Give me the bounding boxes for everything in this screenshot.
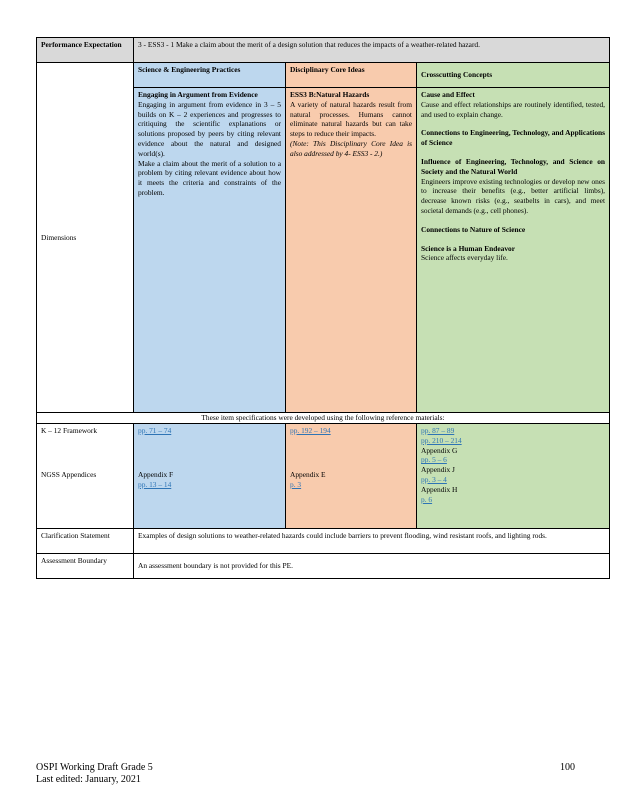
cc-framework-link-1[interactable]: pp. 87 – 89 (421, 426, 455, 435)
clarification-label: Clarification Statement (37, 529, 134, 554)
page-number: 100 (560, 762, 575, 773)
cc-references (417, 424, 610, 529)
clarification-row (37, 529, 610, 554)
appendices-label: NGSS Appendices (41, 469, 97, 479)
dci-references (286, 424, 417, 529)
sep-header: Science & Engineering Practices (134, 63, 286, 88)
cc-human-bullet: Science affects everyday life. (421, 253, 508, 263)
sep-appendix: Appendix F (138, 469, 174, 479)
dci-appendix: Appendix E (290, 469, 326, 479)
boundary-row (37, 554, 610, 579)
boundary-label: Assessment Boundary (37, 554, 134, 579)
cc-appendix-g-link[interactable]: pp. 5 – 6 (421, 455, 447, 465)
dci-header: Disciplinary Core Ideas (286, 63, 417, 88)
dci-bullet: A variety of natural hazards result from natural processes. Humans cannot eliminate natural hazards but can take steps to reduce their impacts. (290, 99, 412, 139)
dci-framework-link[interactable]: pp. 192 – 194 (290, 426, 331, 435)
references-row (37, 424, 610, 529)
cc-human-title: Science is a Human Endeavor (421, 243, 516, 253)
sep-content (134, 88, 286, 413)
footer-left (36, 762, 153, 786)
cc-appendix-j-link[interactable]: pp. 3 – 4 (421, 474, 447, 484)
cc-influence-title: Influence of Engineering, Technology, and Science on Society and the Natural World (421, 156, 606, 176)
sep-paragraph: Engaging in argument from evidence in 3 – 5 builds on K – 2 experiences and progresses to critiquing the scientific explanations or solutions proposed by peers by citing relevant evidence about the natural and designed world(s). (138, 99, 281, 158)
cc-appendix-h: Appendix H (421, 484, 458, 494)
cc-framework-link-2[interactable]: pp. 210 – 214 (421, 435, 462, 445)
sep-title: Engaging in Argument from Evidence (138, 90, 258, 99)
cc-appendix-j: Appendix J (421, 465, 455, 475)
pe-table (36, 37, 610, 579)
sep-appendix-link[interactable]: pp. 13 – 14 (138, 479, 172, 489)
clarification-text: Examples of design solutions to weather-related hazards could include barriers to prevent flooding, wind resistant roofs, and lighting rods. (134, 529, 610, 554)
boundary-text: An assessment boundary is not provided for this PE. (134, 554, 610, 579)
cc-cause-bullet: Cause and effect relationships are routinely identified, tested, and used to explain change. (421, 99, 606, 119)
pe-text: 3 - ESS3 - 1 Make a claim about the merit of a design solution that reduces the impacts of a weather-related hazard. (134, 38, 610, 63)
cc-connections-engineering: Connections to Engineering, Technology, and Applications of Science (421, 128, 606, 148)
dci-content (286, 88, 417, 413)
framework-label: K – 12 Framework (41, 426, 98, 435)
specs-note-row (37, 413, 610, 424)
cc-connections-nature: Connections to Nature of Science (421, 224, 526, 234)
cc-influence-bullet: Engineers improve existing technologies or develop new ones to increase their benefits (e.g., better artificial limbs), decrease known risks (e.g., seatbelts in cars), and meet societal demands (e.g., cell phones). (421, 176, 606, 215)
dci-title: ESS3 B:Natural Hazards (290, 90, 370, 99)
pe-row (37, 38, 610, 63)
cc-cause-title: Cause and Effect (421, 90, 475, 99)
dci-note: (Note: This Disciplinary Core Idea is also addressed by 4- ESS3 - 2.) (290, 138, 412, 158)
footer-draft-title: OSPI Working Draft Grade 5 (36, 762, 153, 773)
dci-appendix-link[interactable]: p. 3 (290, 479, 302, 489)
specs-note: These item specifications were developed using the following reference materials: (37, 413, 610, 424)
cc-appendix-h-link[interactable]: p. 6 (421, 494, 433, 504)
cc-header: Crosscutting Concepts (417, 63, 610, 88)
pe-label: Performance Expectation (37, 38, 134, 63)
dimensions-row (37, 63, 610, 88)
sep-framework-link[interactable]: pp. 71 – 74 (138, 426, 172, 435)
sep-references (134, 424, 286, 529)
sep-bullet: Make a claim about the merit of a solution to a problem by citing relevant evidence about how it meets the criteria and constraints of the problem. (138, 158, 281, 197)
footer-last-edited: Last edited: January, 2021 (36, 774, 141, 785)
references-labels (37, 424, 134, 529)
cc-content (417, 88, 610, 413)
dimensions-label: Dimensions (37, 63, 134, 413)
cc-appendix-g: Appendix G (421, 445, 458, 455)
